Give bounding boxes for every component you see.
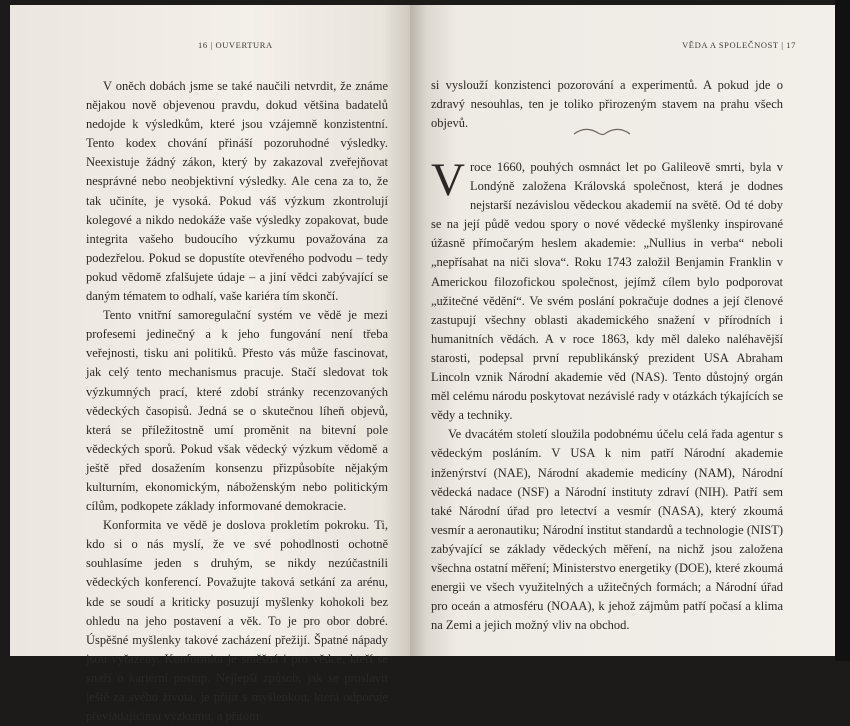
paragraph — [431, 154, 783, 425]
right-section-text — [431, 154, 783, 635]
paragraph: si vyslouží konzistenci pozorování a experimentů. A pokud jde o zdravý nesouhlas, ten je toliko přirozeným stavem na prahu všech objevů. — [431, 78, 783, 131]
left-page — [10, 5, 410, 724]
paragraph: Konformita ve vědě je doslova prokletím pokroku. Ti, kdo si o nás myslí, že ve své pohodlnosti ochotně souhlasíme jeden s druhým, se nikdy nezúčastnili vědeckých konferencí. Považujte taková setkání za arénu, kde se soudí a kriticky posuzují myšlenky kohokoli bez ohledu na jeho postavení a věk. To je pro obor dobré. Úspěšné myšlenky takové zacházení přežijí. Špatné nápady jsou vyřazeny. Konformita je směšná i pro vědce, kteří se snaží o kariérní postup. Nejlepší způsob, jak se proslavit ještě za svého života, je přijít s myšlenkou, která odporuje převládajícímu výzkumu, a přitom — [86, 518, 388, 724]
right-page — [410, 5, 835, 656]
paragraph-body: roce 1660, pouhých osmnáct let po Galileově smrti, byla v Londýně založena Královská společnost, která je dodnes nejstarší nezávislou vědeckou akademií na světě. Od té doby se na její půdě vedou spory o nové vědecké myšlenky inspirované úžasně přímočarým heslem akademie: „Nullius in verba“ neboli „nepřísahat na niči slova“. Roku 1743 založil Benjamin Franklin v Americkou filozofickou společnost, jejímž cílem bylo podporovat „užitečné vědění“. Ve svém poslání pokračuje dodnes a její členové zastupují všechny oblasti akademického snažení v přírodních i humanitních vědách. A v roce 1863, kdy měl daleko naléhavější starosti, podepsal první republikánský prezident USA Abraham Lincoln vznik Národní akademie věd (NAS). Tento důstojný orgán měl celému národu poskytovat nezávislé rady v otázkách týkajících se vědy a techniky. — [431, 160, 783, 423]
section-ornament-icon — [572, 126, 632, 140]
book-spread — [10, 5, 835, 724]
scan-edge — [835, 0, 850, 661]
drop-cap: V — [431, 154, 465, 206]
paragraph: Tento vnitřní samoregulační systém ve vědě je mezi profesemi jedinečný a k jeho fungování není třeba veřejnosti, tisku ani politiků. Přesto vás může fascinovat, jak celý tento mechanismus pracuje. Stačí sledovat tok výzkumných prací, které zdobí stránky recenzovaných vědeckých časopisů. Jedná se o skutečnou líheň objevů, která se příležitostně umí proměnit na bitevní pole vědeckých sporů. Pokud však vědecký výzkum vědomě a ještě před dosažením konsenzu přizpůsobíte nějakým kulturním, ekonomickým, náboženským nebo politickým cílům, podkopete základy informované demokracie. — [86, 308, 388, 514]
left-running-head: 16 | OUVERTURA — [198, 40, 273, 50]
left-body-text — [86, 77, 388, 726]
paragraph: Ve dvacátém století sloužila podobnému účelu celá řada agentur s vědeckým posláním. V USA k nim patří Národní akademie inženýrství (NAE), Národní akademie medicíny (NAM), Národní vědecká nadace (NSF) a Národní instituty zdraví (NIH). Patří sem také Národní úřad pro letectví a vesmír (NASA), který zkoumá vesmír a aeronautiku; Národní institut standardů a technologie (NIST) zabývající se základy vědeckých měření, na nichž jsou založena všechna ostatní měření; Ministerstvo energetiky (DOE), které zkoumá energii ve všech využitelných a užitečných formách; a Národní úřad pro oceán a atmosféru (NOAA), k jehož zájmům patří počasí a klima na Zemi a jejich možný vliv na obchod. — [431, 427, 783, 633]
paragraph: V oněch dobách jsme se také naučili netvrdit, že známe nějakou nově objevenou pravdu, dokud většina badatelů nedojde k výsledkům, které jsou vzájemně konzistentní. Tento kodex chování přináší pozoruhodné výsledky. Neexistuje žádný zákon, který by zakazoval zveřejňovat nesprávné nebo neobjektivní výsledky. Ale cena za to, že tak učiníte, je vysoká. Pokud váš výzkum zkontrolují kolegové a nikdo nedokáže vaše výsledky zopakovat, bude integrita vašeho budoucího výzkumu považována za podezřelou. Pokud se dopustíte otevřeného podvodu – tedy pokud vědomě zfalšujete údaje – a jiní vědci zabývající se daným tématem to odhalí, vaše kariéra tím skončí. — [86, 79, 388, 304]
right-running-head: VĚDA A SPOLEČNOST | 17 — [682, 40, 796, 50]
right-continuation-text — [431, 76, 783, 133]
